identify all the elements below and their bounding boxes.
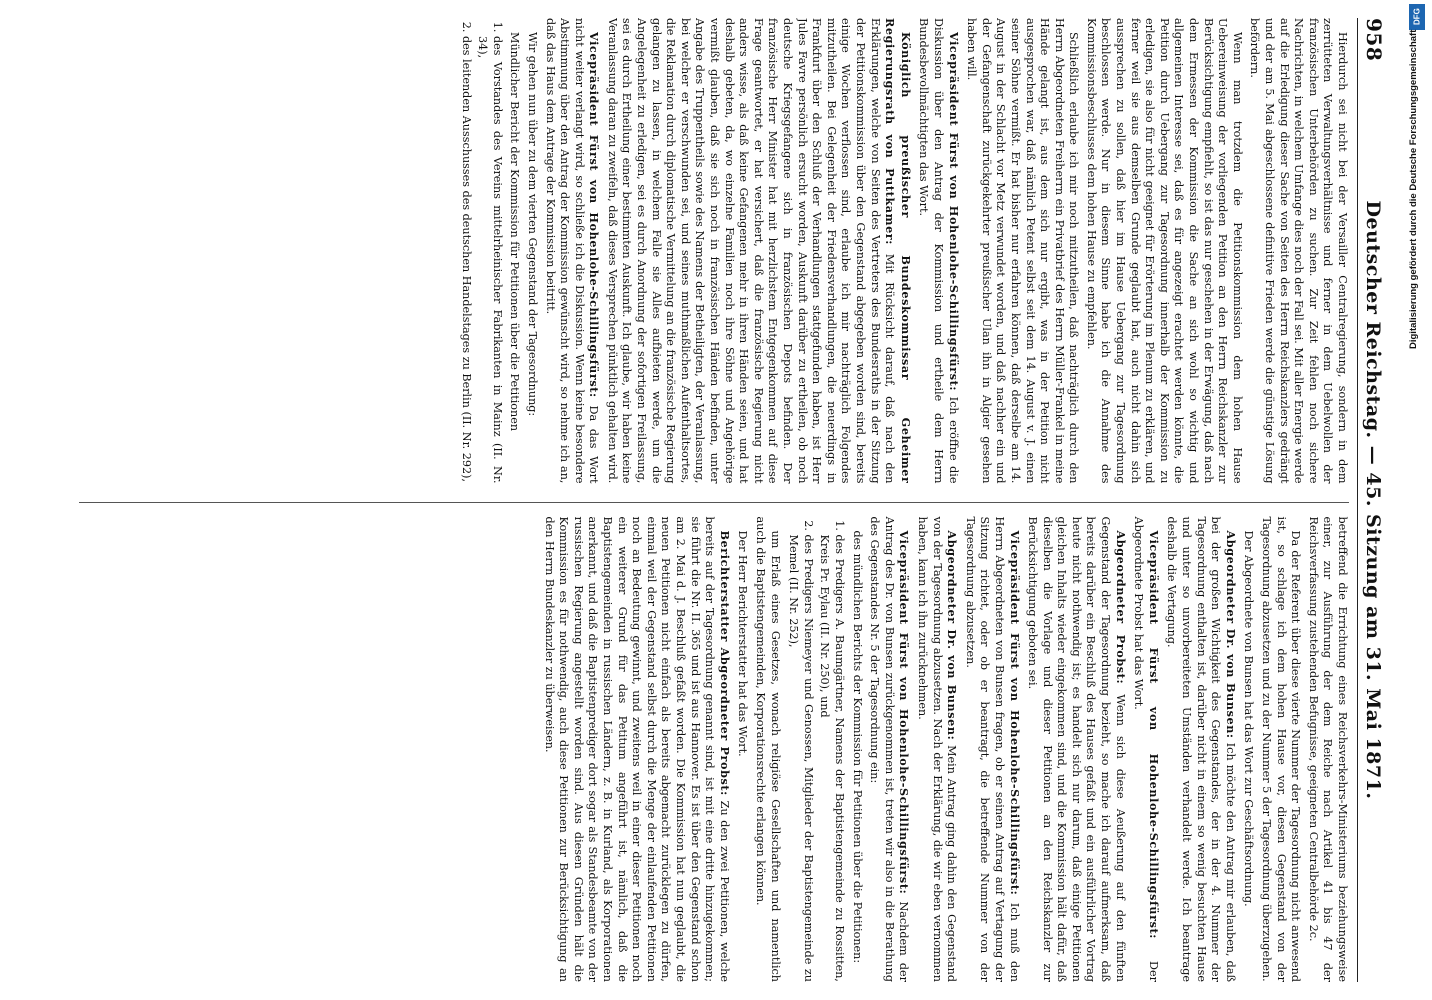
page-number: 958 — [1362, 18, 1386, 62]
speech — [1025, 517, 1128, 983]
speaker-name: Vicepräsident Fürst von Hohenlohe-Schillingsfürst: — [946, 32, 961, 392]
page-title: Deutscher Reichstag. — 45. Sitzung am 31. Mai 1871. — [1362, 200, 1384, 800]
speaker-name: Vicepräsident Fürst von Hohenlohe-Schillingsfürst: — [587, 32, 602, 398]
speaker-name: Vicepräsident Fürst von Hohenlohe-Schillingsfürst: — [1146, 530, 1161, 940]
paragraph: Der Herr Berichterstatter hat das Wort. — [736, 530, 750, 757]
speaker-name: Königlich preußischer Bundeskommissar Geheimer Regierungsrath von Puttkamer: — [883, 18, 913, 484]
list-item: 2. des Predigers Niemeyer und Genossen, Mitglieder der Baptistengemeinde zu Memel (II. Nr. 252), — [786, 535, 815, 983]
speech-text: Mit Rücksicht darauf, daß nach den Erklärungen, welche von Seiten des Vertreters des Bundesraths in der Sitzung der Petitionskommission über den Gegenstand abgegeben worden sind, bereits einige Wochen verflossen sind, erlaube ich mir nachträglich Folgendes mitzutheilen. Bei Gelegenheit der Friedensverhandlungen, die neuerdings in Frankfurt über den Schluß der Verhandlungen stattgefunden haben, ist Herr Jules Favre persönlich ersucht worden, Auskunft darüber zu ertheilen, ob noch deutsche Kriegsgefangene sich in französischen Depots befinden. Der französische Herr Minister hat mit herzlichstem Entgegenkommen auf diese Frage geantwortet, er hat versichert, daß die französische Regierung nicht anders wisse, als daß keine Gefangenen mehr in ihren Händen seien, und hat deshalb gebeten, da, wo einzelne Familien noch ihre Söhne und Angehörige vermißt glauben, daß sie sich noch in französischen Händen befinden, unter Angabe des Truppentheils sowie des Namens der Betheiligten, der Veranlassung, bei welcher er verschwunden sei, und seines muthmaßlichen Aufenthaltsortes, die Reklamation durch diplomatische Vermittelung an die französische Regierung gelangen zu lassen, in welchem Falle sie Alles aufbieten werde, um die Angelegenheit zu erledigen, sei es durch Anordnung der sofortigen Freilassung, sei es durch Ertheilung einer bestimmten Auskunft. Ich glaube, wir haben keine Veranlassung daran zu zweifeln, daß dieses Versprechen pünktlich gehalten wird. — [605, 18, 897, 484]
dfg-logo: DFG — [1409, 4, 1425, 30]
paragraph: Schließlich erlaube ich mir noch mitzutheilen, daß nachträglich durch den Herrn Abgeordneten Freiherrn ein Privatbrief des Herrn Müller-Frankel in meine Hände gelangt ist, aus dem sich nur ergibt, was in der Petition nicht ausgesprochen war, daß nämlich Petent selbst seit dem 14. August v. J. einen seiner Söhne vermißt. Er hat bisher nur erfahren können, daß derselbe am 14. August in der Schlacht vor Metz verwundet worden, und daß nachher ein und der Gefangenschaft zurückgekehrter preußischer Ulan ihn in Algier gesehen haben will. — [965, 18, 1081, 484]
speech — [542, 18, 601, 484]
speaker-name: Vicepräsident Fürst von Hohenlohe-Schillingsfürst: — [1007, 530, 1022, 896]
speech-text: Der Abgeordnete Probst hat das Wort. — [1132, 516, 1160, 982]
speech-text: Wenn sich diese Aeußerung auf den fünften Gegenstand der Tagesordnung bezieht, so mache ich darauf aufmerksam, daß bereits darüber ein Beschluß des Hauses gefaßt und ein ausführlicher Vortrag heute nicht nothwendig ist; es handelt sich nur darum, daß einige Petitionen gleichen Inhalts wieder eingekommen sind, und die Kommission hält dafür, daß dieselben die Vorlage und dieser Petitionen an den Reichskanzler zur Berücksichtigung geboten sei. — [1026, 516, 1127, 982]
running-header — [1357, 18, 1386, 982]
credit-text: Digitalisierung gefördert durch die Deutsche Forschungsgemeinschaft — [1408, 30, 1419, 350]
speech-text: Mein Antrag ging dahin den Gegenstand von der Tagesordnung abzusetzen. Nach der Erklärung, die wir eben vernommen haben, kann ich ihn zurücknehmen. — [915, 516, 959, 982]
speech-text: Ich eröffne die Diskussion über den Antrag der Kommission und ertheile dem Herrn Bundesbevollmächtigten das Wort. — [917, 18, 960, 484]
petition-list — [786, 517, 846, 983]
speech — [867, 517, 912, 983]
speaker-name: Abgeordneter Dr. von Bunsen: — [1223, 530, 1238, 739]
list-item: 1. des Predigers A. Baumgärtner, Namens der Baptistengemeinde zu Rossitten, Kreis Pr. Eylau (II. Nr. 250), und — [817, 535, 846, 983]
speaker-name: Vicepräsident Fürst von Hohenlohe-Schillingsfürst: — [897, 530, 912, 895]
list-item: 1. des Vorstandes des Vereins mittelrheinischer Fabrikanten in Mainz (II. Nr. 34), — [475, 36, 504, 484]
right-column — [79, 502, 1349, 983]
digitization-credit — [1404, 0, 1430, 1000]
speech-text: Ich muß den Herrn Abgeordneten von Bunsen fragen, ob er seinen Antrag auf Vertagung der Sitzung richtet, oder ob er beantragt, die betreffende Nummer von der Tagesordnung abzusetzen. — [963, 516, 1021, 982]
speech — [914, 517, 959, 983]
speech — [541, 517, 732, 983]
scanned-page — [60, 0, 1400, 1000]
speech — [916, 18, 961, 484]
speech-text: Da das Wort nicht weiter verlangt wird, so schließe ich die Diskussion. Wenn keine besondere Abstimmung über den Antrag der Kommission gewünscht wird, so nehme ich an, daß das Haus dem Antrage der Kommission beitritt. — [543, 18, 601, 484]
report-intro: des mündlichen Berichts der Kommission für Petitionen über die Petitionen: — [850, 530, 864, 964]
speech — [1164, 517, 1238, 983]
speech — [1131, 517, 1161, 983]
paragraph: Der Abgeordnete von Bunsen hat das Wort zur Geschäftsordnung. — [1242, 530, 1256, 907]
speaker-name: Abgeordneter Dr. von Bunsen: — [945, 530, 960, 741]
paragraph: Da der Referent über diese vierte Nummer der Tagesordnung nicht anwesend ist, so schlage ich dem hohen Hause vor, diesen Gegenstand von der Tagesordnung abzusetzen und zu der Nummer 5 der Tagesordnung überzugehen. — [1260, 516, 1303, 982]
paragraph: um Erlaß eines Gesetzes, wonach religiöse Gesellschaften und namentlich auch die Baptistengemeinden, Korporationsrechte erlangen können. — [754, 516, 782, 982]
paragraph: Wenn man trotzdem die Petitionskommission dem hohen Hause Uebereinweisung der vorliegenden Petition an den Herrn Reichskanzler zur Berücksichtigung empfiehlt, so ist das nur geschehen in der Erwägung, daß nach dem Ermessen der Kommission die Sache an sich wohl so wichtig und allgemeinen Interesse sei, daß es für angezeigt erachtet werden könnte, die Petition durch Uebergang zur Tagesordnung innerhalb der Kommission zu erledigen, sie also für nicht geeignet für Erörterung im Plenum zu erklären, und ferner weil sie aus demselben Grunde geglaubt hat, auch nicht dahin sich aussprechen zu sollen, daß hier im Hause Uebergang zur Tagesordnung beschlossen werde. Nur in diesem Sinne habe ich die Annahme des Kommissionsbeschlusses dem hohen Hause zu empfehlen. — [1084, 18, 1244, 484]
petition-list — [458, 18, 504, 484]
list-item: 2. des leitenden Ausschusses des deutschen Handelstages zu Berlin (II. Nr. 292), — [458, 36, 473, 484]
left-column — [79, 18, 1349, 484]
paragraph: Hierdurch sei nicht bei der Versailler Centralregierung, sondern in dem zerrütteten Verwaltungsverhältnisse und ferner in dem Uebelwollen der französischen Unterbehörden zu suchen. Zur Zeit fehlen noch sichere Nachrichten, in welchem Umfange dies noch der Fall sei. Mit aller Energie werde auf die Erledigung dieser Sache von Seiten des Herrn Reichskanzlers gedrängt und der am 5. Mai abgeschlossene definitive Frieden werde die günstige Lösung befördern. — [1248, 18, 1349, 484]
speaker-name: Berichterstatter Abgeordneter Probst: — [717, 530, 732, 796]
page — [60, 0, 1400, 1000]
report-intro: Mündlicher Bericht der Kommission für Petitionen über die Petitionen — [508, 32, 522, 432]
paragraph: betreffend die Errichtung eines Reichsverkehrs-Ministeriums beziehungsweise einer, zur Ausführung der dem Reiche nach Artikel 41 bis 47 der Reichsverfassung zustehenden Befugnisse, geeigneten Centralbehörde 2c. — [1306, 516, 1349, 982]
speech — [962, 517, 1021, 983]
paragraph: Wir gehen nun über zu dem vierten Gegenstand der Tagesordnung: — [525, 32, 539, 417]
speech-text: Nachdem der Antrag des Dr. von Bunsen zurückgenommen ist, treten wir also in die Berathung des Gegenstandes Nr. 5 der Tagesordnung ein: — [868, 516, 911, 982]
speech-text: Zu den zwei Petitionen, welche bereits auf der Tagesordnung genannt sind, ist mit eine dritte hinzugekommen; sie führt die Nr. II. 365 und ist aus Hannover. Es ist über den Gegenstand schon am 2. Mai d. J. Beschluß gefaßt worden. Die Kommission hat nun geglaubt, die neuen Petitionen nicht einfach als bereits abgemacht zurücklegen zu dürfen, einmal weil der Gegenstand selbst durch die Menge der einlaufenden Petitionen noch an Bedeutung gewinnt, und zweitens weil in einer dieser Petitionen noch ein weiterer Grund für das Petitum angeführt ist, nämlich, daß die Baptistengemeinden in russischen Ländern, z. B. in Kurland, als Korporationen anerkannt, und daß die Baptistenprediger dort sogar als Standesbeamte von der russischen Regierung angestellt worden sind. Aus diesen Gründen hält die Kommission es für nothwendig, auch diese Petitionen zur Berücksichtigung an den Herrn Bundeskanzler zu überweisen. — [542, 516, 731, 982]
speech-text: Ich möchte den Antrag mir erlauben, daß bei der großen Wichtigkeit des Gegenstandes, der in der 4. Nummer der Tagesordnung enthalten ist, darüber nicht in einem so wenig besuchten Hause und unter so unvorbereiteten Umständen verhandelt werde. Ich beantrage deshalb die Vertagung. — [1165, 516, 1237, 982]
speaker-name: Abgeordneter Probst: — [1113, 530, 1128, 685]
speech — [604, 18, 912, 484]
